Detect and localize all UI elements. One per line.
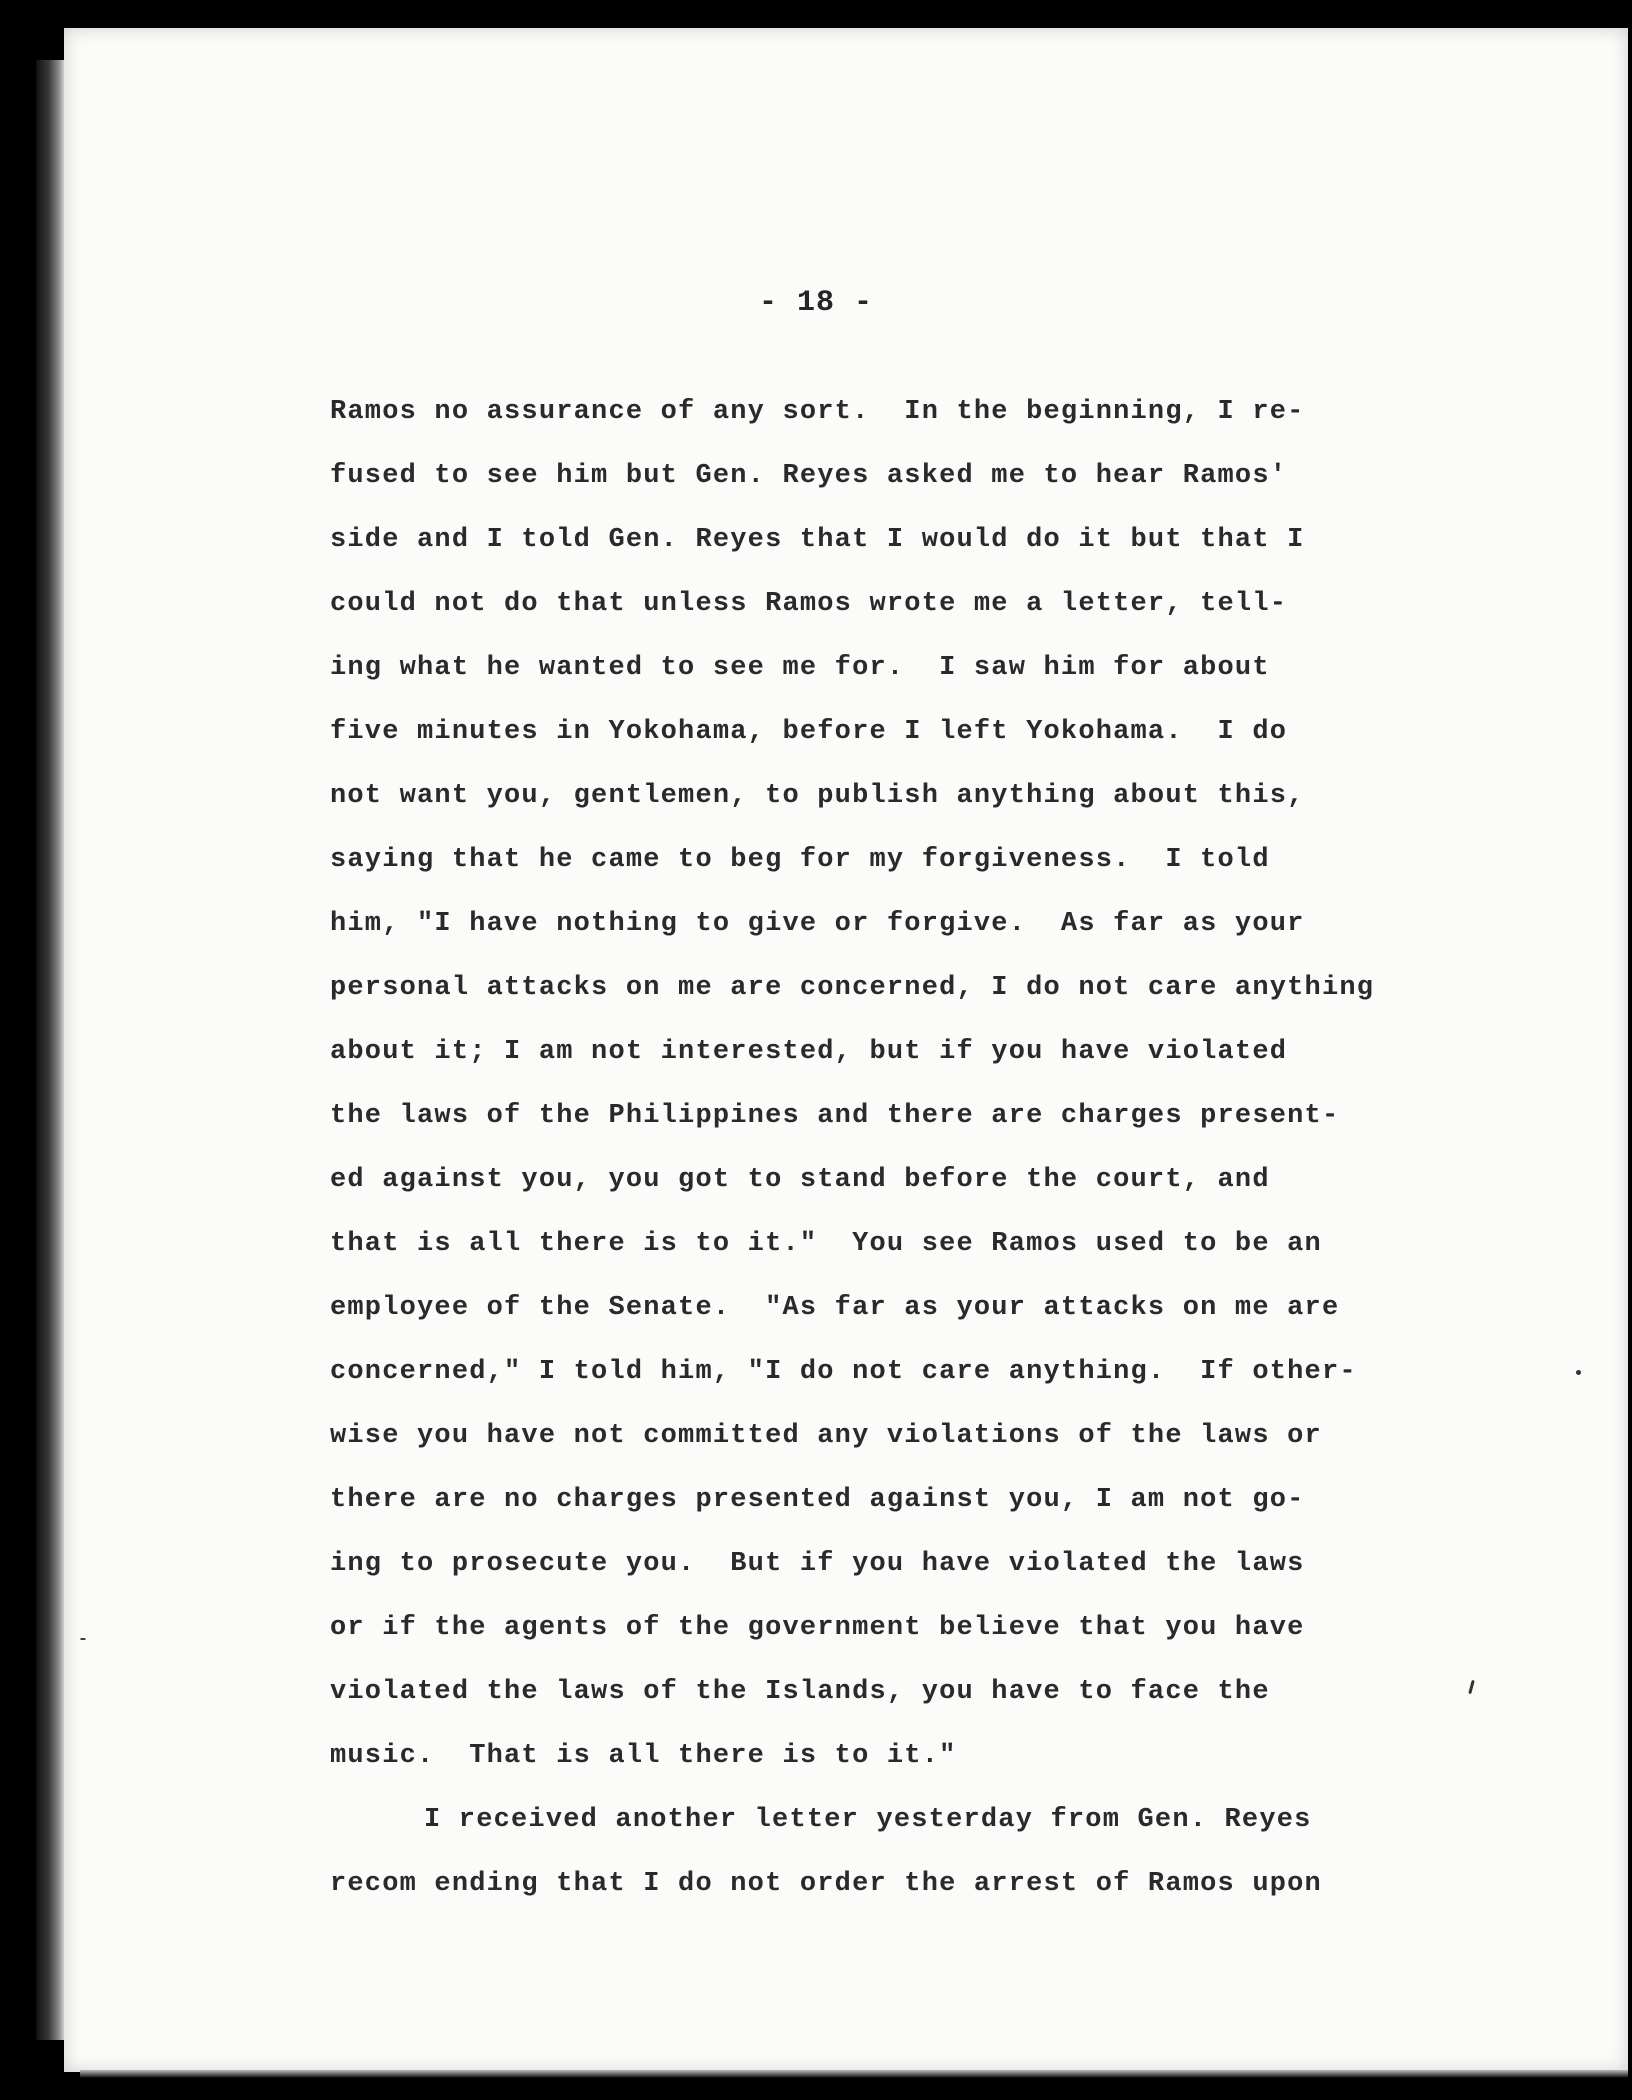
text-line: or if the agents of the government believe that you have (330, 1613, 1305, 1643)
text-line: wise you have not committed any violations of the laws or (330, 1421, 1322, 1451)
scan-speck (80, 1638, 86, 1640)
text-line: him, "I have nothing to give or forgive. As far as your (330, 909, 1305, 939)
text-line: employee of the Senate. "As far as your attacks on me are (330, 1293, 1340, 1323)
text-line: Ramos no assurance of any sort. In the beginning, I re- (330, 397, 1305, 427)
text-line: could not do that unless Ramos wrote me a letter, tell- (330, 589, 1288, 619)
text-line: saying that he came to beg for my forgiveness. I told (330, 845, 1270, 875)
page-bottom-edge-shadow (80, 2070, 1628, 2078)
text-line: personal attacks on me are concerned, I do not care anything (330, 973, 1375, 1003)
text-line: the laws of the Philippines and there are charges present- (330, 1101, 1340, 1131)
text-line: about it; I am not interested, but if you have violated (330, 1037, 1288, 1067)
text-line: five minutes in Yokohama, before I left Yokohama. I do (330, 717, 1288, 747)
page-number: - 18 - (758, 286, 874, 320)
text-line: I received another letter yesterday from Gen. Reyes (424, 1805, 1312, 1835)
text-line: ing to prosecute you. But if you have violated the laws (330, 1549, 1305, 1579)
text-line: ing what he wanted to see me for. I saw him for about (330, 653, 1270, 683)
text-line: recom ending that I do not order the arrest of Ramos upon (330, 1869, 1322, 1899)
page-left-edge-shadow (36, 60, 64, 2040)
text-line: side and I told Gen. Reyes that I would do it but that I (330, 525, 1305, 555)
body-text (330, 380, 1530, 1916)
text-line: that is all there is to it." You see Ramos used to be an (330, 1229, 1322, 1259)
text-line: not want you, gentlemen, to publish anything about this, (330, 781, 1305, 811)
text-line: ed against you, you got to stand before the court, and (330, 1165, 1270, 1195)
text-line: violated the laws of the Islands, you have to face the (330, 1677, 1270, 1707)
text-line: music. That is all there is to it." (330, 1741, 957, 1771)
text-line: fused to see him but Gen. Reyes asked me to hear Ramos' (330, 461, 1288, 491)
text-line: concerned," I told him, "I do not care anything. If other- (330, 1357, 1357, 1387)
scan-speck (1576, 1370, 1581, 1375)
text-line: there are no charges presented against you, I am not go- (330, 1485, 1305, 1515)
